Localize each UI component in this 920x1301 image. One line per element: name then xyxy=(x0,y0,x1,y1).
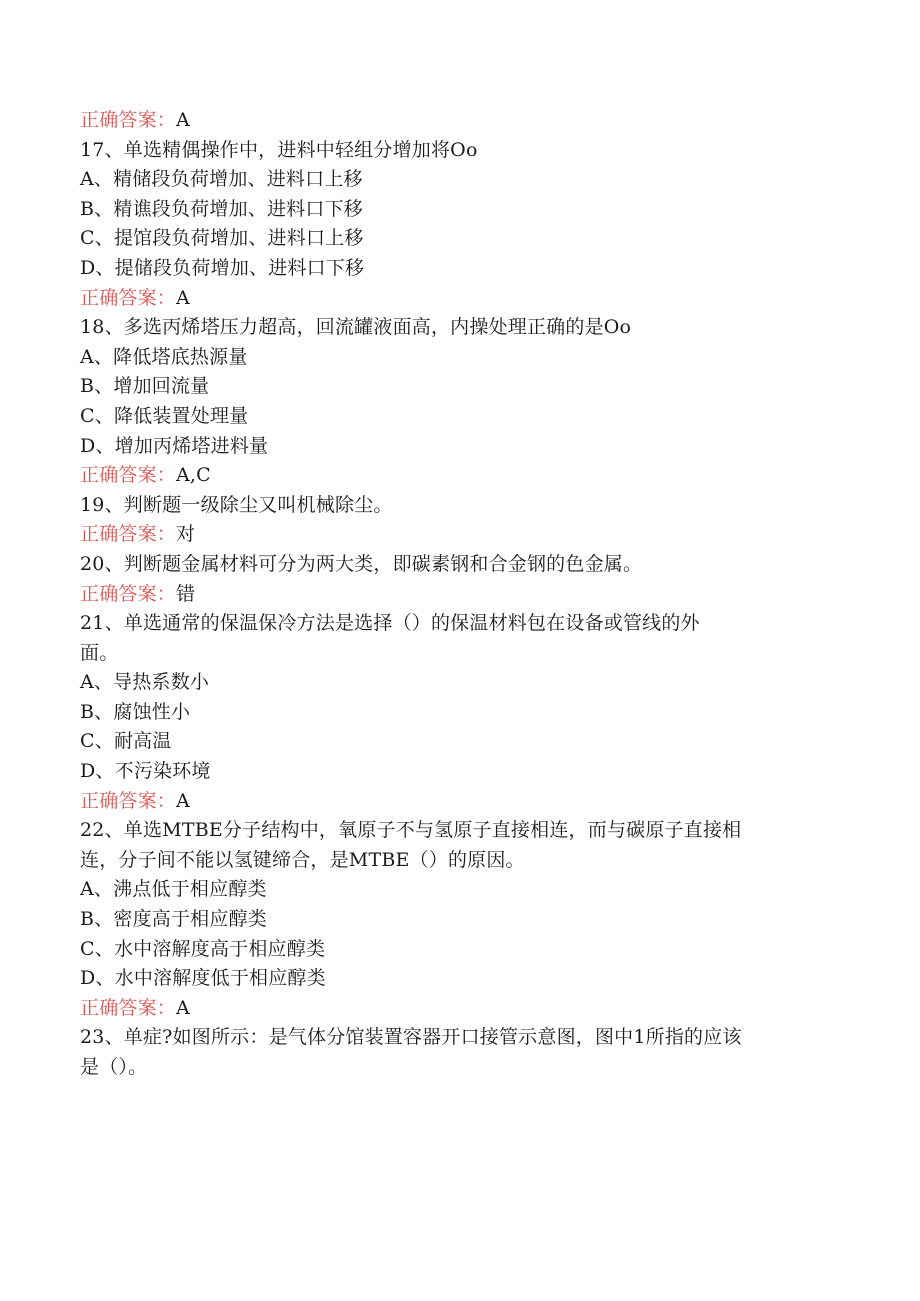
question-18-stem: 18、多选丙烯塔压力超高，回流罐液面高，内操处理正确的是Oo xyxy=(80,316,632,339)
answer-16: 正确答案：A xyxy=(80,109,190,131)
question-18-option-b: B、增加回流量 xyxy=(80,375,210,398)
answer-19: 正确答案：对 xyxy=(80,523,196,546)
question-22-option-a: A、沸点低于相应醇类 xyxy=(80,878,267,901)
document-body xyxy=(80,106,840,1083)
question-21-stem-line2: 面。 xyxy=(80,641,119,664)
answer-21: 正确答案：A xyxy=(80,789,190,812)
question-17-option-a: A、精储段负荷增加、进料口上移 xyxy=(80,168,363,191)
question-22-option-d: D、水中溶解度低于相应醇类 xyxy=(80,967,326,990)
question-18-option-c: C、降低装置处理量 xyxy=(80,404,249,427)
question-21-option-d: D、不污染环境 xyxy=(80,760,211,783)
question-23-stem-line2: 是（）。 xyxy=(80,1056,148,1078)
question-22-option-c: C、水中溶解度高于相应醇类 xyxy=(80,937,326,960)
question-22-stem-line2: 连，分子间不能以氢键缔合，是MTBE（）的原因。 xyxy=(80,848,525,871)
question-17-option-b: B、精谯段负荷增加、进料口下移 xyxy=(80,197,363,220)
question-21-option-b: B、腐蚀性小 xyxy=(80,700,191,723)
question-21-option-c: C、耐高温 xyxy=(80,730,172,753)
answer-20: 正确答案：错 xyxy=(80,582,196,605)
question-17-option-c: C、提馆段负荷增加、进料口上移 xyxy=(80,227,364,250)
question-21-stem-line1: 21、单选通常的保温保冷方法是选择（）的保温材料包在设备或管线的外 xyxy=(80,612,700,635)
question-22-stem-line1: 22、单选MTBE分子结构中，氧原子不与氢原子直接相连，而与碳原子直接相 xyxy=(80,819,742,842)
question-18-option-a: A、降低塔底热源量 xyxy=(80,345,248,368)
question-21-option-a: A、导热系数小 xyxy=(80,671,210,694)
question-17-stem: 17、单选精偶操作中，进料中轻组分增加将Oo xyxy=(80,138,478,161)
question-23-stem-line1: 23、单症?如图所示：是气体分馆装置容器开口接管示意图，图中1所指的应该 xyxy=(80,1026,742,1049)
question-20-stem: 20、判断题金属材料可分为两大类，即碳素钢和合金钢的色金属。 xyxy=(80,552,643,575)
answer-22: 正确答案：A xyxy=(80,996,190,1019)
question-22-option-b: B、密度高于相应醇类 xyxy=(80,908,267,931)
question-19-stem: 19、判断题一级除尘又叫机械除尘。 xyxy=(80,493,393,516)
answer-18: 正确答案：A,C xyxy=(80,464,211,487)
answer-17: 正确答案：A xyxy=(80,286,190,309)
question-18-option-d: D、增加丙烯塔进料量 xyxy=(80,434,269,457)
question-17-option-d: D、提储段负荷增加、进料口下移 xyxy=(80,256,365,279)
